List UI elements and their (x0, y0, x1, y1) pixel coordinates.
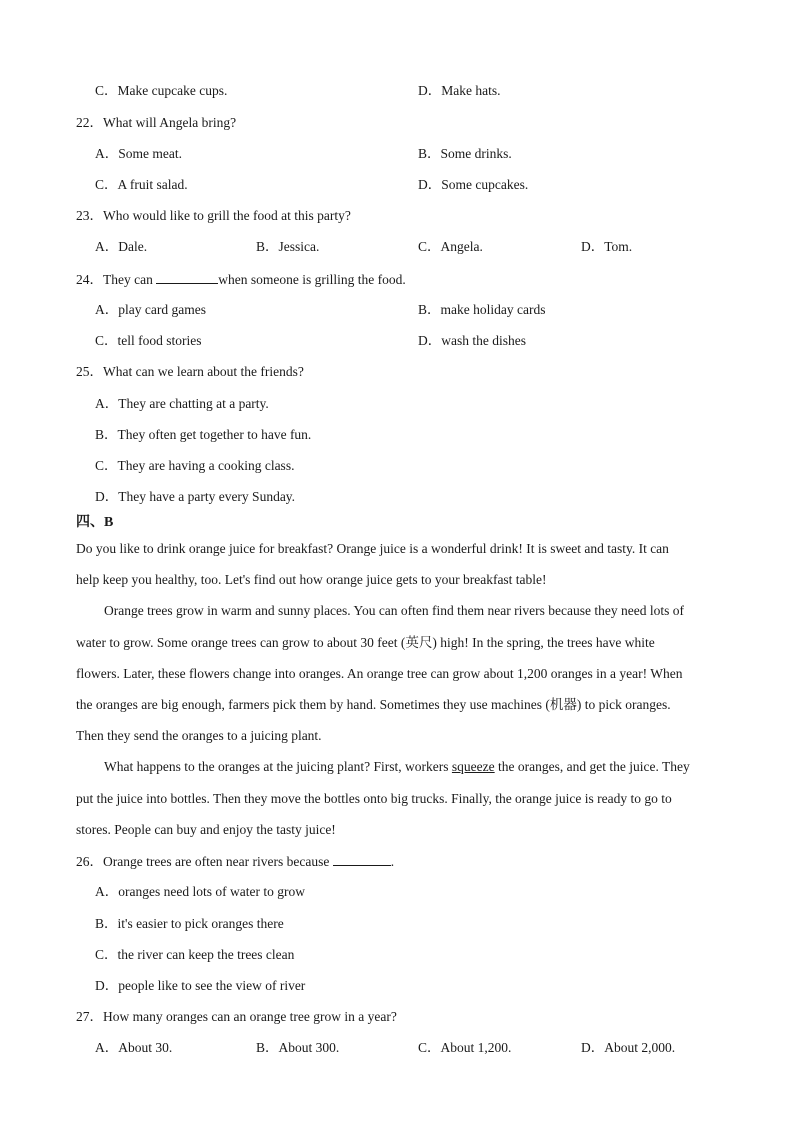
q22-option-d: D．Some cupcakes. (418, 177, 529, 192)
q27-option-c: C．About 1,200. (418, 1040, 512, 1055)
passage-line: stores. People can buy and enjoy the tasty juice! (76, 822, 336, 837)
q27-option-a: A．About 30. (95, 1040, 173, 1055)
q27-option-d: D．About 2,000. (581, 1040, 676, 1055)
q26-option-a: A．oranges need lots of water to grow (95, 884, 305, 899)
q27-option-b: B．About 300. (256, 1040, 340, 1055)
passage-line: help keep you healthy, too. Let's find out how orange juice gets to your breakfast table! (76, 572, 547, 587)
q24-option-d: D．wash the dishes (418, 333, 526, 348)
q25-option-d: D．They have a party every Sunday. (95, 489, 296, 504)
q21-option-c: C．Make cupcake cups. (95, 83, 228, 98)
q26-stem-after: . (390, 854, 395, 869)
q24-option-b: B．make holiday cards (418, 302, 546, 317)
q24-stem-before: 24．They can (76, 272, 157, 287)
q23-option-d: D．Tom. (581, 239, 633, 254)
passage-line: Do you like to drink orange juice for breakfast? Orange juice is a wonderful drink! It is sweet and tasty. It can (76, 541, 669, 556)
q26-stem (76, 853, 394, 870)
q23-option-c: C．Angela. (418, 239, 483, 254)
q24-option-a: A．play card games (95, 302, 206, 317)
q21-option-d: D．Make hats. (418, 83, 501, 98)
q23-option-b: B．Jessica. (256, 239, 320, 254)
passage-line: Then they send the oranges to a juicing plant. (76, 728, 322, 743)
q25-option-a: A．They are chatting at a party. (95, 396, 269, 411)
q26-option-c: C．the river can keep the trees clean (95, 947, 295, 962)
passage-line: water to grow. Some orange trees can grow to about 30 feet (英尺) high! In the spring, the trees have white (76, 635, 655, 650)
section-heading: 四、B (76, 515, 114, 530)
q25-option-c: C．They are having a cooking class. (95, 458, 295, 473)
q25-stem: 25．What can we learn about the friends? (76, 364, 304, 379)
q22-option-c: C．A fruit salad. (95, 177, 188, 192)
q24-option-c: C．tell food stories (95, 333, 202, 348)
passage-line: flowers. Later, these flowers change into oranges. An orange tree can grow about 1,200 oranges in a year! When (76, 666, 683, 681)
passage-text: What happens to the oranges at the juicing plant? First, workers (104, 759, 452, 774)
answer-blank (156, 271, 218, 284)
q26-stem-before: 26．Orange trees are often near rivers because (76, 854, 333, 869)
passage-line: the oranges are big enough, farmers pick them by hand. Sometimes they use machines (机器) to pick oranges. (76, 697, 671, 712)
q26-option-b: B．it's easier to pick oranges there (95, 916, 284, 931)
q22-option-b: B．Some drinks. (418, 146, 512, 161)
q25-option-b: B．They often get together to have fun. (95, 427, 312, 442)
q27-stem: 27．How many oranges can an orange tree grow in a year? (76, 1009, 397, 1024)
q22-option-a: A．Some meat. (95, 146, 182, 161)
passage-line: put the juice into bottles. Then they move the bottles onto big trucks. Finally, the orange juice is ready to go to (76, 791, 672, 806)
passage-line: Orange trees grow in warm and sunny places. You can often find them near rivers because they need lots of (104, 603, 684, 618)
q22-stem: 22．What will Angela bring? (76, 115, 237, 130)
q24-stem (76, 271, 406, 288)
passage-line (104, 759, 690, 775)
q23-stem: 23．Who would like to grill the food at this party? (76, 208, 351, 223)
underlined-word: squeeze (451, 759, 495, 774)
q26-option-d: D．people like to see the view of river (95, 978, 306, 993)
q23-option-a: A．Dale. (95, 239, 148, 254)
answer-blank (333, 853, 391, 866)
q24-stem-after: when someone is grilling the food. (218, 272, 406, 287)
passage-text: the oranges, and get the juice. They (494, 759, 690, 774)
